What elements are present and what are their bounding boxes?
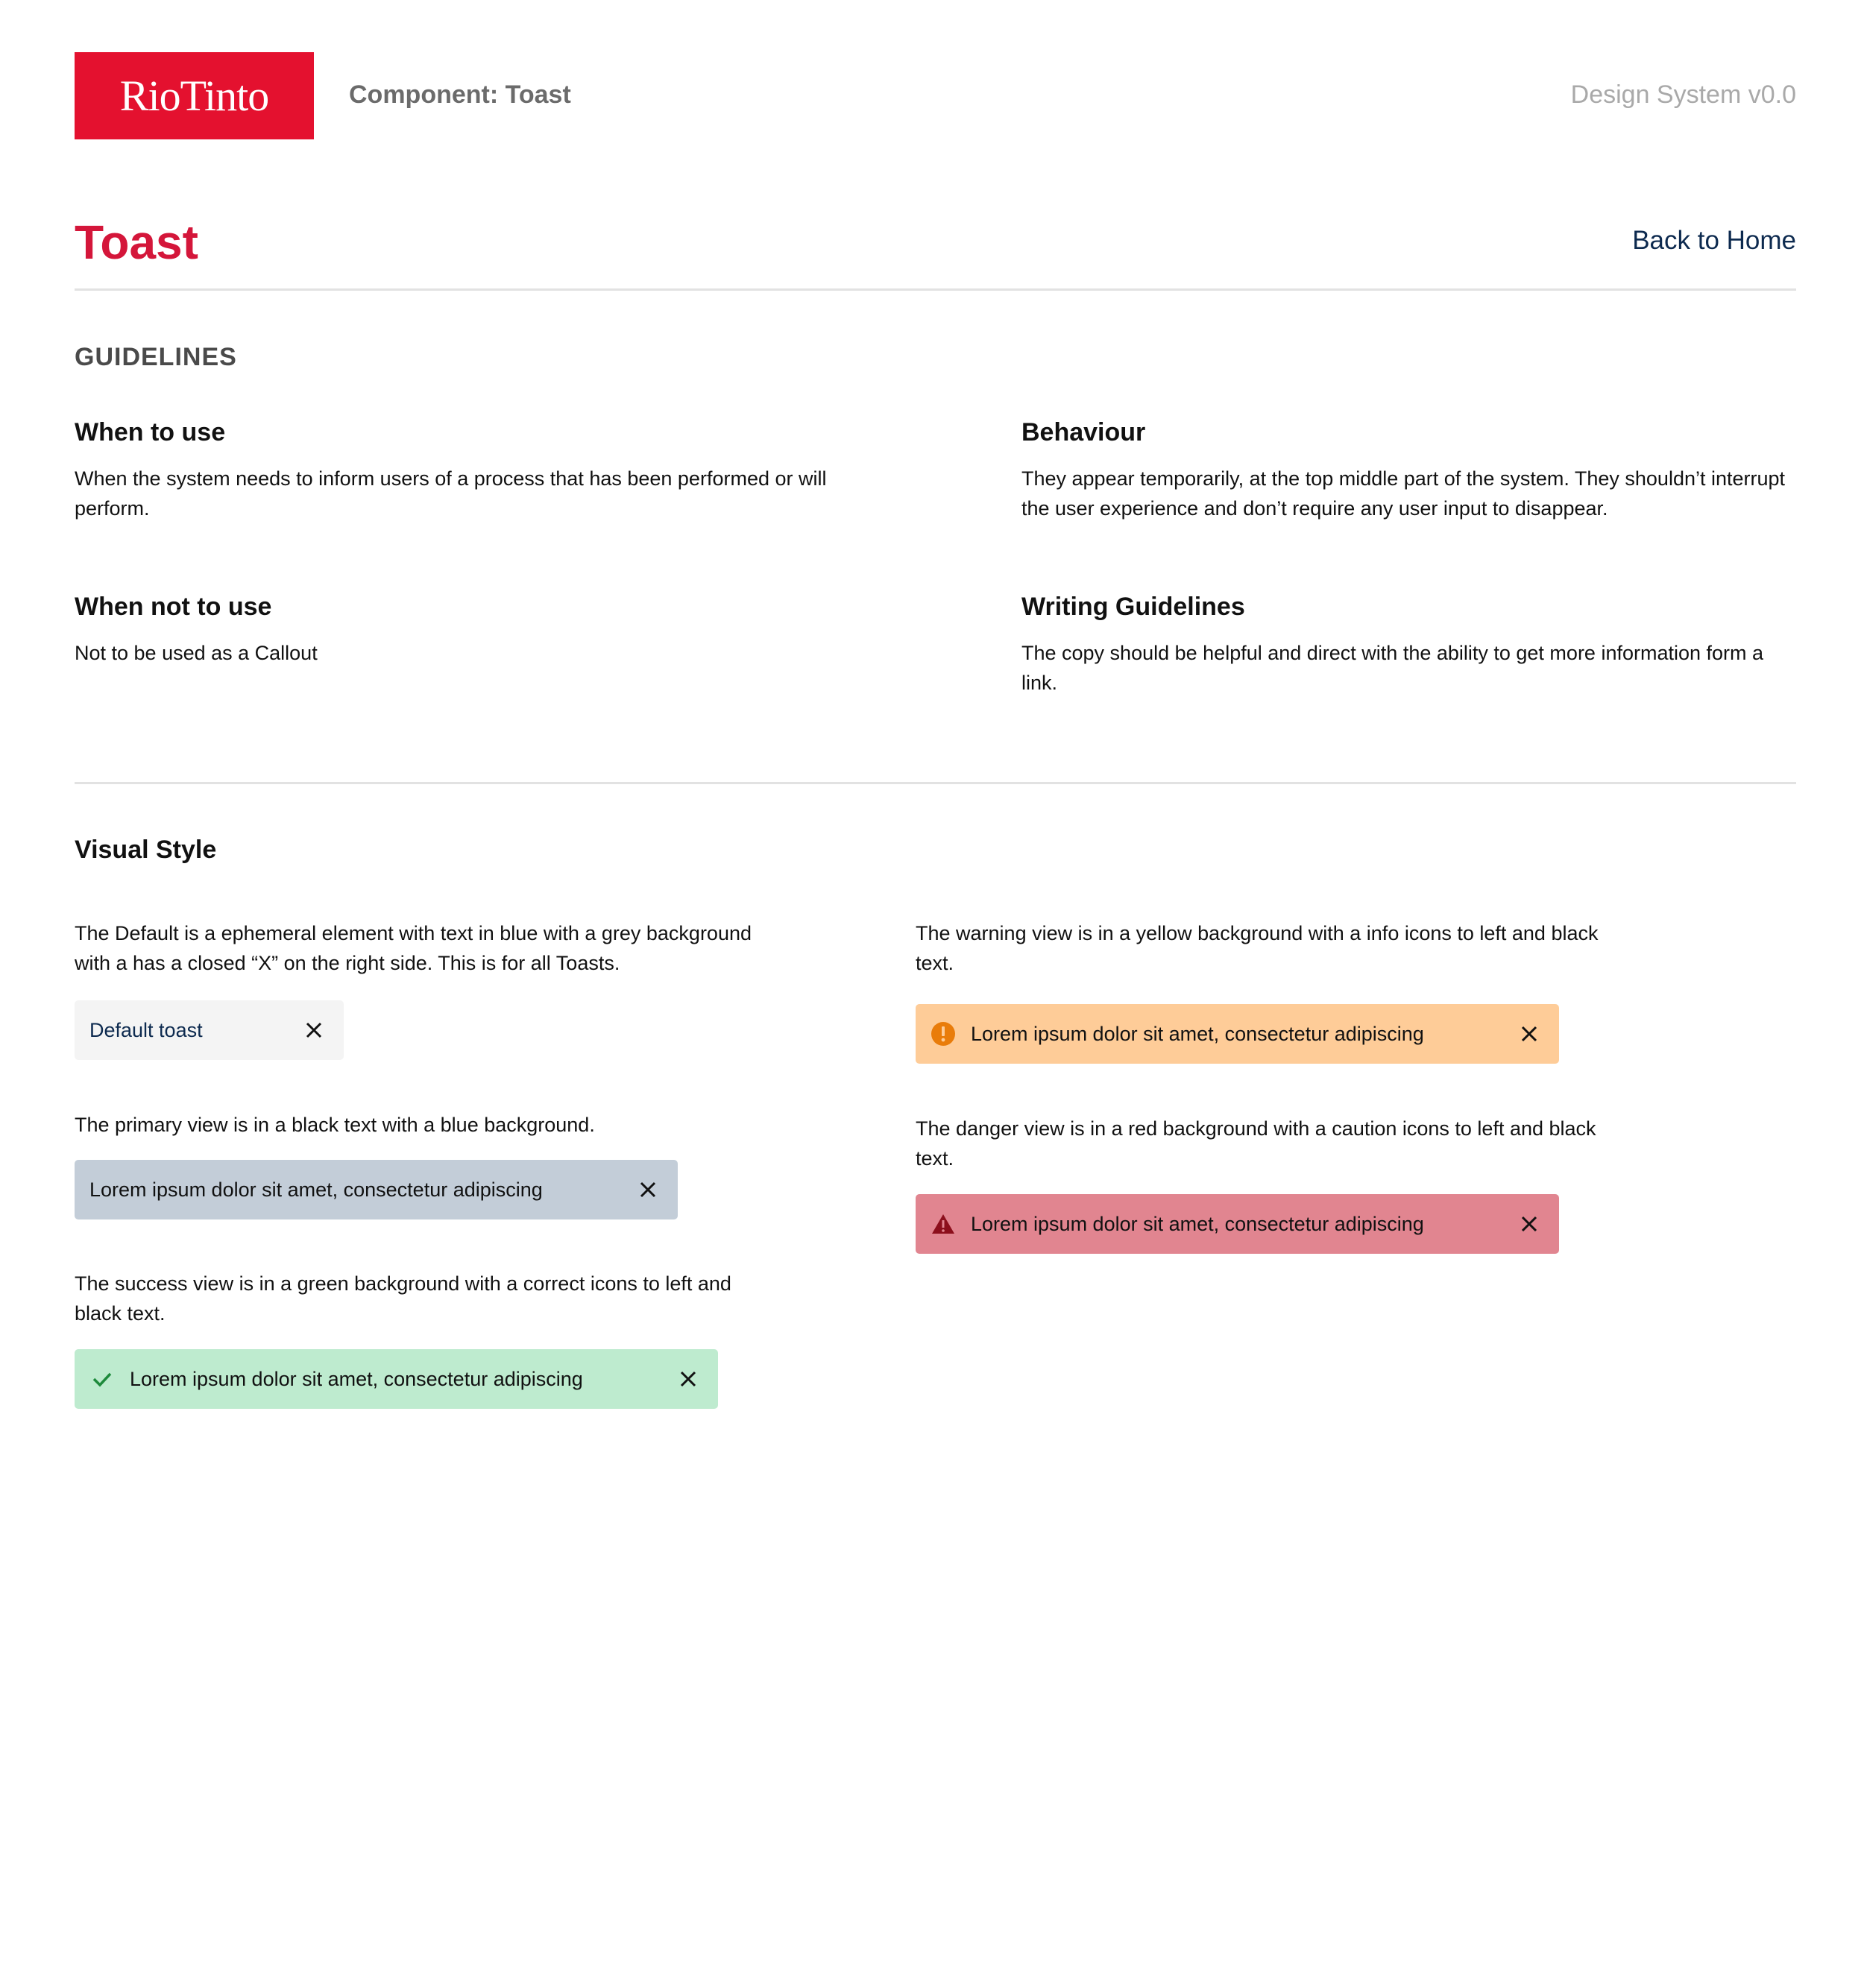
- danger-description: The danger view is in a red background with a caution icons to left and black text.: [916, 1117, 1596, 1170]
- toast-text: Lorem ipsum dolor sit amet, consectetur adipiscing: [971, 1022, 1424, 1045]
- check-icon: [89, 1366, 115, 1392]
- danger-toast: [916, 1194, 1559, 1254]
- guideline-text: They appear temporarily, at the top middle part of the system. They shouldn’t interrupt the user experience and don’t require any user input to disappear.: [1021, 467, 1786, 520]
- divider: [75, 288, 1796, 291]
- default-description: The Default is a ephemeral element with text in blue with a grey background with a has a closed “X” on the right side. This is for all Toasts.: [75, 922, 752, 974]
- guideline-writing: [1021, 593, 1789, 698]
- close-icon[interactable]: [299, 1015, 329, 1045]
- guideline-behaviour: [1021, 418, 1789, 523]
- guideline-title: When not to use: [75, 593, 272, 621]
- warning-triangle-icon: [931, 1211, 956, 1237]
- page-title: Toast: [75, 215, 198, 269]
- close-icon[interactable]: [633, 1175, 663, 1205]
- guideline-text: When the system needs to inform users of a process that has been performed or will perform.: [75, 467, 827, 520]
- primary-description: The primary view is in a black text with a blue background.: [75, 1114, 595, 1136]
- riotinto-logo[interactable]: RioTinto: [75, 52, 314, 139]
- divider: [75, 782, 1796, 784]
- primary-toast: [75, 1160, 678, 1219]
- success-description: The success view is in a green background with a correct icons to left and black text.: [75, 1272, 731, 1325]
- design-system-version: Design System v0.0: [1570, 81, 1796, 109]
- guideline-when-not-to-use: [75, 593, 843, 668]
- guideline-text: The copy should be helpful and direct with the ability to get more information form a link.: [1021, 642, 1764, 694]
- guideline-title: When to use: [75, 418, 226, 446]
- guideline-text: Not to be used as a Callout: [75, 642, 318, 664]
- component-label: Component: Toast: [349, 81, 571, 109]
- guideline-title: Writing Guidelines: [1021, 593, 1245, 621]
- toast-text: Lorem ipsum dolor sit amet, consectetur adipiscing: [89, 1178, 543, 1201]
- guideline-when-to-use: [75, 418, 843, 523]
- warning-toast: [916, 1004, 1559, 1064]
- close-icon[interactable]: [673, 1364, 703, 1394]
- success-toast: [75, 1349, 718, 1409]
- default-toast: [75, 1000, 344, 1060]
- close-icon[interactable]: [1514, 1209, 1544, 1239]
- alert-circle-icon: [931, 1021, 956, 1047]
- close-icon[interactable]: [1514, 1019, 1544, 1049]
- toast-text: Lorem ipsum dolor sit amet, consectetur adipiscing: [971, 1212, 1424, 1235]
- guidelines-heading: GUIDELINES: [75, 343, 237, 371]
- toast-text: Lorem ipsum dolor sit amet, consectetur adipiscing: [130, 1367, 583, 1390]
- toast-text: Default toast: [89, 1018, 203, 1041]
- visual-style-heading: Visual Style: [75, 836, 217, 864]
- warning-description: The warning view is in a yellow background with a info icons to left and black text.: [916, 922, 1599, 974]
- back-to-home-link[interactable]: Back to Home: [1632, 226, 1796, 255]
- guideline-title: Behaviour: [1021, 418, 1146, 446]
